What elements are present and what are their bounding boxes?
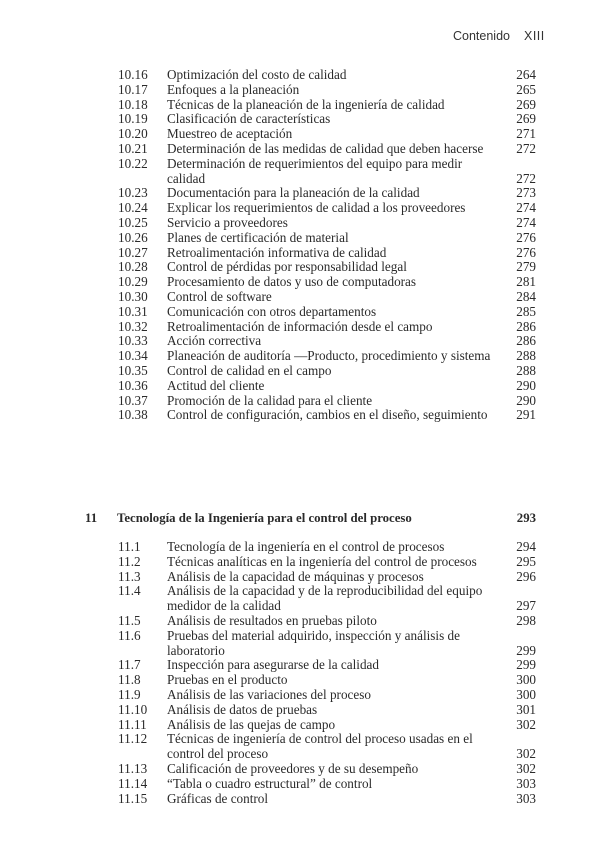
section-title: Pruebas en el producto (167, 672, 288, 688)
toc-sections-10 (0, 68, 600, 423)
section-title: Técnicas analíticas en la ingeniería del control de procesos (167, 553, 477, 569)
section-title: Análisis de la capacidad y de la reproducibilidad del equipo medidor de la calidad (167, 583, 483, 614)
section-title: Retroalimentación informativa de calidad (167, 244, 387, 260)
header-title: Contenido (453, 29, 510, 43)
section-number: 11.2 (118, 553, 141, 569)
section-title: Promoción de la calidad para el cliente (167, 392, 373, 408)
toc-chapter-11 (0, 498, 600, 806)
toc-entry (0, 584, 600, 614)
section-number: 10.22 (118, 155, 148, 171)
toc-entry (0, 260, 600, 275)
section-page: 302 (516, 716, 536, 732)
section-title: Retroalimentación de información desde el campo (167, 318, 433, 334)
toc-entry (0, 275, 600, 290)
section-page: 298 (516, 612, 536, 628)
section-title: Actitud del cliente (167, 377, 265, 393)
section-page: 269 (516, 96, 536, 112)
section-title: Análisis de la capacidad de máquinas y procesos (167, 568, 424, 584)
section-title: Control de software (167, 288, 272, 304)
section-title: Técnicas de la planeación de la ingeniería de calidad (167, 96, 445, 112)
section-title: Comunicación con otros departamentos (167, 303, 377, 319)
section-title: Muestreo de aceptación (167, 126, 293, 142)
section-number: 11.10 (118, 701, 148, 717)
section-page: 279 (516, 259, 536, 275)
toc-entry (0, 216, 600, 231)
section-page: 297 (516, 598, 536, 614)
section-number: 11.7 (118, 657, 141, 673)
section-title: Calificación de proveedores y de su desempeño (167, 760, 419, 776)
section-number: 10.26 (118, 229, 148, 245)
section-number: 11.3 (118, 568, 141, 584)
section-title: Enfoques a la planeación (167, 81, 300, 97)
toc-entry (0, 320, 600, 335)
section-page: 299 (516, 657, 536, 673)
section-number: 11.4 (118, 583, 141, 599)
section-number: 10.23 (118, 185, 148, 201)
section-number: 10.34 (118, 348, 148, 364)
section-title: “Tabla o cuadro estructural” de control (167, 775, 373, 791)
toc-entry (0, 334, 600, 349)
chapter-number: 11 (85, 511, 98, 525)
section-number: 11.5 (118, 612, 141, 628)
section-title: Optimización del costo de calidad (167, 67, 347, 82)
section-page: 273 (516, 185, 536, 201)
section-number: 11.14 (118, 775, 148, 791)
section-page: 274 (516, 200, 536, 216)
section-title: Planeación de auditoría —Producto, procedimiento y sistema (167, 348, 491, 364)
section-number: 11.13 (118, 760, 148, 776)
toc-entry (0, 246, 600, 261)
section-title: Análisis de las variaciones del proceso (167, 686, 371, 702)
section-page: 272 (516, 140, 536, 156)
section-title: Procesamiento de datos y uso de computadoras (167, 274, 417, 290)
section-page: 281 (516, 274, 536, 290)
section-number: 10.27 (118, 244, 148, 260)
section-page: 302 (516, 760, 536, 776)
toc-entry (0, 673, 600, 688)
toc-entry (0, 127, 600, 142)
section-page: 295 (516, 553, 536, 569)
toc-entry (0, 555, 600, 570)
section-title: Análisis de datos de pruebas (167, 701, 318, 717)
section-page: 299 (516, 642, 536, 658)
toc-entry (0, 540, 600, 555)
running-header (0, 29, 600, 45)
section-number: 10.18 (118, 96, 148, 112)
section-number: 11.1 (118, 539, 141, 554)
toc-entry (0, 186, 600, 201)
section-page: 271 (516, 126, 536, 142)
section-page: 300 (516, 672, 536, 688)
toc-entry (0, 231, 600, 246)
section-number: 10.24 (118, 200, 148, 216)
section-title: Explicar los requerimientos de calidad a los proveedores (167, 200, 466, 216)
section-page: 296 (516, 568, 536, 584)
section-number: 10.37 (118, 392, 148, 408)
section-page: 274 (516, 214, 536, 230)
toc-entry (0, 142, 600, 157)
toc-entry (0, 703, 600, 718)
section-title: Clasificación de características (167, 111, 331, 127)
section-page: 288 (516, 348, 536, 364)
section-number: 10.20 (118, 126, 148, 142)
section-number: 10.17 (118, 81, 148, 97)
section-title: Control de calidad en el campo (167, 362, 332, 378)
section-page: 303 (516, 790, 536, 806)
section-page: 286 (516, 318, 536, 334)
section-number: 11.6 (118, 627, 141, 643)
section-title: Gráficas de control (167, 790, 269, 806)
toc-entry (0, 290, 600, 305)
section-number: 11.11 (118, 716, 147, 732)
section-number: 10.36 (118, 377, 148, 393)
toc-entry (0, 658, 600, 673)
toc-sections-11 (0, 540, 600, 806)
chapter-heading (0, 511, 600, 526)
section-number: 10.29 (118, 274, 148, 290)
section-page: 301 (516, 701, 536, 717)
section-number: 11.9 (118, 686, 141, 702)
section-page: 300 (516, 686, 536, 702)
toc-entry (0, 157, 600, 187)
section-page: 276 (516, 229, 536, 245)
section-number: 10.31 (118, 303, 148, 319)
section-page: 290 (516, 377, 536, 393)
section-page: 291 (516, 407, 536, 423)
chapter-title: Tecnología de la Ingeniería para el control del proceso (117, 511, 412, 525)
section-number: 10.28 (118, 259, 148, 275)
toc-entry (0, 68, 600, 83)
section-page: 288 (516, 362, 536, 378)
section-page: 272 (516, 170, 536, 186)
section-page: 294 (516, 539, 536, 554)
section-number: 10.21 (118, 140, 148, 156)
toc-entry (0, 98, 600, 113)
section-title: Tecnología de la ingeniería en el control de procesos (167, 539, 445, 554)
section-title: Servicio a proveedores (167, 214, 288, 230)
toc-entry (0, 688, 600, 703)
section-page: 285 (516, 303, 536, 319)
toc-entry (0, 614, 600, 629)
section-title: Determinación de las medidas de calidad que deben hacerse (167, 140, 484, 156)
section-page: 265 (516, 81, 536, 97)
section-page: 286 (516, 333, 536, 349)
section-page: 276 (516, 244, 536, 260)
section-page: 284 (516, 288, 536, 304)
section-number: 10.38 (118, 407, 148, 423)
section-title: Control de configuración, cambios en el diseño, seguimiento (167, 407, 488, 423)
section-page: 302 (516, 746, 536, 762)
toc-entry (0, 83, 600, 98)
toc-entry (0, 349, 600, 364)
toc-entry (0, 629, 600, 659)
section-page: 290 (516, 392, 536, 408)
toc-entry (0, 305, 600, 320)
section-number: 11.8 (118, 672, 141, 688)
toc-entry (0, 364, 600, 379)
section-number: 11.12 (118, 731, 148, 747)
toc-entry (0, 762, 600, 777)
toc-entry (0, 408, 600, 423)
section-number: 10.16 (118, 67, 148, 82)
toc-entry (0, 718, 600, 733)
section-title: Pruebas del material adquirido, inspección y análisis de laboratorio (167, 627, 460, 658)
toc-entry (0, 792, 600, 807)
section-title: Acción correctiva (167, 333, 262, 349)
section-number: 10.25 (118, 214, 148, 230)
toc-entry (0, 570, 600, 585)
section-number: 10.35 (118, 362, 148, 378)
toc-entry (0, 394, 600, 409)
section-title: Control de pérdidas por responsabilidad legal (167, 259, 407, 275)
section-page: 269 (516, 111, 536, 127)
section-title: Planes de certificación de material (167, 229, 349, 245)
section-number: 11.15 (118, 790, 148, 806)
section-page: 303 (516, 775, 536, 791)
header-page-number: XIII (524, 29, 545, 43)
toc-entry (0, 112, 600, 127)
chapter-page: 293 (516, 511, 536, 525)
section-number: 10.19 (118, 111, 148, 127)
section-title: Análisis de las quejas de campo (167, 716, 336, 732)
toc-entry (0, 777, 600, 792)
toc-entry (0, 732, 600, 762)
section-title: Análisis de resultados en pruebas piloto (167, 612, 377, 628)
section-title: Inspección para asegurarse de la calidad (167, 657, 379, 673)
toc-entry (0, 201, 600, 216)
section-title: Determinación de requerimientos del equipo para medir calidad (167, 155, 463, 186)
section-number: 10.33 (118, 333, 148, 349)
section-title: Documentación para la planeación de la calidad (167, 185, 420, 201)
section-page: 264 (516, 67, 536, 82)
section-number: 10.30 (118, 288, 148, 304)
toc-entry (0, 379, 600, 394)
section-title: Técnicas de ingeniería de control del proceso usadas en el control del proceso (167, 731, 473, 762)
section-number: 10.32 (118, 318, 148, 334)
